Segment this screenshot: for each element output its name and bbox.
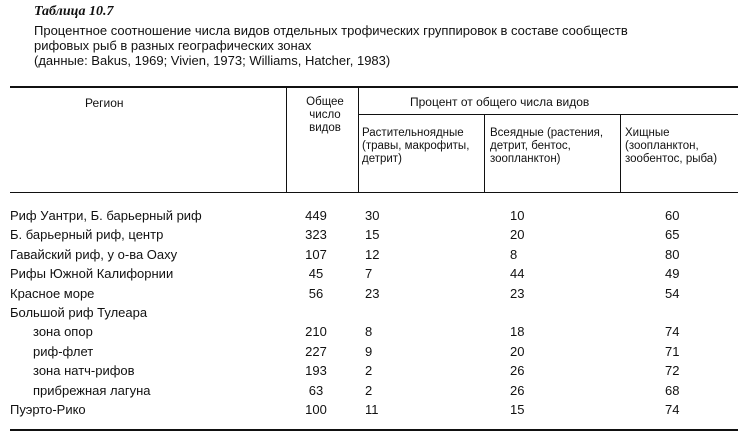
omnivores-cell: 23 [510, 285, 525, 301]
table-caption [34, 23, 734, 68]
caption-line: рифовых рыб в разных географических зонах [34, 38, 312, 53]
herbivores-cell: 8 [365, 324, 373, 340]
predators-cell: 49 [665, 266, 680, 282]
herbivores-cell: 2 [365, 363, 373, 379]
header-total: Общее число видов [306, 96, 344, 134]
herbivores-cell: 11 [365, 401, 379, 417]
predators-cell: 60 [665, 208, 680, 223]
predators-cell: 68 [665, 382, 680, 398]
region-cell: зона натч-рифов [33, 363, 135, 379]
header-herbivores: Растительноядные (травы, макрофиты, детрит) [362, 127, 470, 165]
herbivores-cell: 2 [365, 382, 373, 398]
total-cell: 323 [305, 227, 327, 243]
total-cell: 45 [308, 266, 324, 282]
herbivores-cell: 30 [365, 208, 380, 223]
header-region: Регион [85, 96, 124, 110]
region-cell: Риф Уантри, Б. барьерный риф [10, 208, 202, 223]
omnivores-cell: 8 [510, 246, 518, 262]
omnivores-cell: 20 [510, 343, 525, 359]
table-row [0, 400, 740, 419]
table-row [0, 342, 740, 361]
total-cell: 107 [305, 246, 327, 262]
total-cell: 449 [305, 208, 327, 223]
omnivores-cell: 10 [510, 208, 525, 223]
total-cell: 227 [305, 343, 327, 359]
omnivores-cell: 26 [510, 382, 525, 398]
region-cell: Гавайский риф, у о-ва Оаху [10, 246, 178, 262]
predators-cell: 80 [665, 246, 680, 262]
percent-group-rule [358, 114, 738, 115]
region-cell: Б. барьерный риф, центр [10, 227, 164, 243]
omnivores-cell: 26 [510, 363, 525, 379]
herbivores-cell: 9 [365, 343, 373, 359]
table-row [0, 303, 740, 322]
herbivores-cell: 7 [365, 266, 373, 282]
herbivores-cell: 23 [365, 285, 380, 301]
herbivores-cell: 12 [365, 246, 380, 262]
region-cell: Пуэрто-Рико [10, 401, 86, 417]
omnivores-cell: 15 [510, 401, 525, 417]
predators-cell: 54 [665, 285, 680, 301]
predators-cell: 65 [665, 227, 680, 243]
table-label: Таблица 10.7 [34, 4, 114, 19]
total-cell: 63 [308, 382, 324, 398]
predators-cell: 72 [665, 363, 680, 379]
table-row [0, 381, 740, 400]
omnivores-cell: 18 [510, 324, 525, 340]
total-cell: 100 [305, 401, 327, 417]
region-cell: прибрежная лагуна [33, 382, 151, 398]
header-bottom-rule [10, 192, 738, 193]
header-percent-group: Процент от общего числа видов [410, 95, 590, 109]
caption-line: Процентное соотношение числа видов отдельных трофических группировок в составе сообществ [34, 23, 628, 38]
header-omnivores: Всеядные (растения, детрит, бентос, зоопланктон) [490, 127, 604, 165]
total-cell: 56 [308, 285, 324, 301]
table-top-rule [10, 86, 738, 88]
predators-cell: 74 [665, 324, 680, 340]
header-divider [286, 88, 287, 192]
table-row [0, 225, 740, 244]
caption-line: (данные: Bakus, 1969; Vivien, 1973; Williams, Hatcher, 1983) [34, 53, 391, 68]
table-row [0, 264, 740, 283]
predators-cell: 71 [665, 343, 680, 359]
region-cell: зона опор [33, 324, 93, 340]
region-group-cell: Большой риф Тулеара [10, 304, 148, 320]
region-cell: Красное море [10, 285, 95, 301]
omnivores-cell: 44 [510, 266, 525, 282]
herbivores-cell: 15 [365, 227, 380, 243]
total-cell: 210 [305, 324, 327, 340]
omnivores-cell: 20 [510, 227, 525, 243]
predators-cell: 74 [665, 401, 680, 417]
table-row [0, 206, 740, 225]
header-predators: Хищные (зоопланктон, зообентос, рыба) [625, 127, 718, 165]
header-divider [620, 115, 621, 192]
total-cell: 193 [305, 363, 327, 379]
region-cell: Рифы Южной Калифорнии [10, 266, 174, 282]
table-body [0, 206, 740, 419]
table-bottom-rule [10, 429, 738, 431]
table-row [0, 322, 740, 341]
header-divider [358, 88, 359, 192]
region-cell: риф-флет [33, 343, 94, 359]
header-divider [484, 115, 485, 192]
table-row [0, 284, 740, 303]
table-row [0, 361, 740, 380]
table-row [0, 245, 740, 264]
